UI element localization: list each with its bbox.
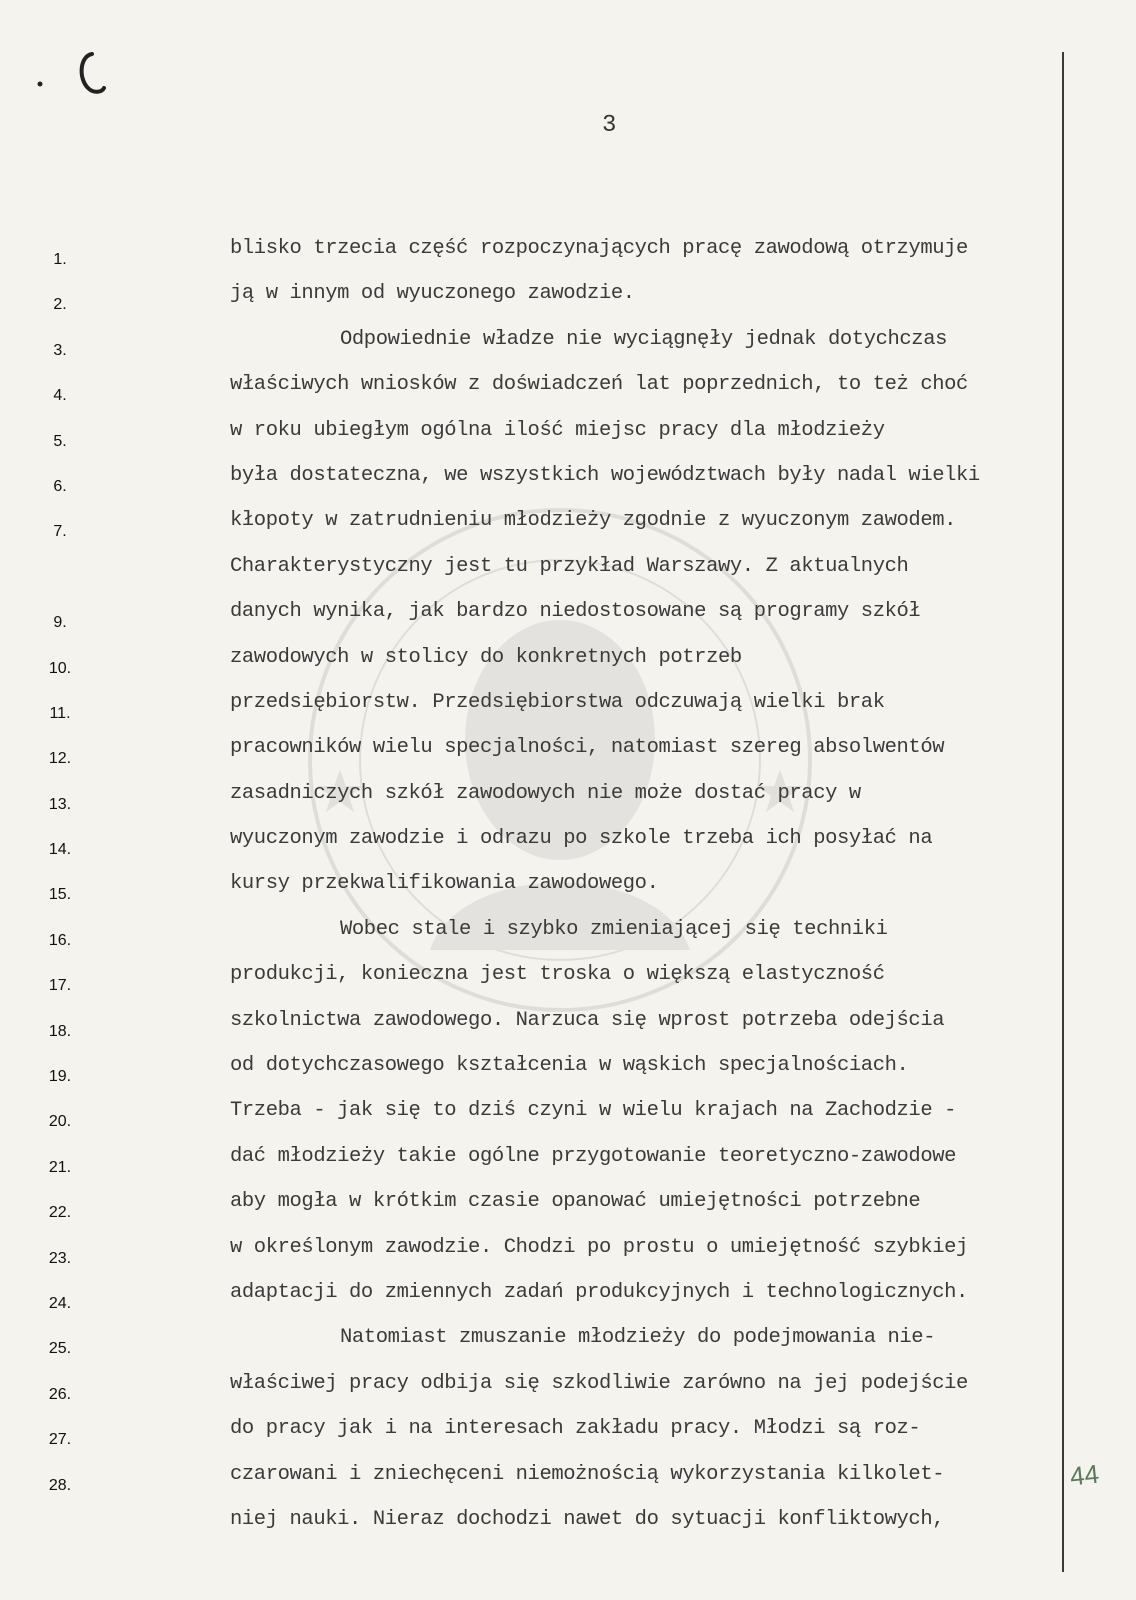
- text-line: aby mogła w krótkim czasie opanować umiejętności potrzebne: [230, 1190, 921, 1214]
- text-line: kłopoty w zatrudnieniu młodzieży zgodnie z wyuczonym zawodem.: [230, 509, 957, 533]
- text-line: adaptacji do zmiennych zadań produkcyjnych i technologicznych.: [230, 1280, 968, 1304]
- text-line: blisko trzecia część rozpoczynających pracę zawodową otrzymuje: [230, 237, 968, 260]
- line-number: 23.: [48, 1249, 72, 1267]
- line-number: 3.: [53, 341, 67, 359]
- text-line: ją w innym od wyuczonego zawodzie.: [230, 282, 635, 306]
- text-line: Wobec stale i szybko zmieniającej się techniki: [340, 917, 888, 941]
- line-number-column: [40, 248, 80, 1519]
- text-line: danych wynika, jak bardzo niedostosowane są programy szkół: [230, 600, 921, 624]
- line-number: 28.: [48, 1476, 72, 1494]
- text-line: dać młodzieży takie ogólne przygotowanie teoretyczno-zawodowe: [230, 1144, 957, 1168]
- line-number: 15.: [48, 886, 72, 904]
- line-number: 10.: [48, 659, 72, 677]
- text-line: była dostateczna, we wszystkich województwach były nadal wielki: [230, 463, 980, 487]
- line-number: 6.: [53, 477, 67, 495]
- text-line: Natomiast zmuszanie młodzieży do podejmowania nie-: [340, 1326, 936, 1350]
- text-line: Odpowiednie władze nie wyciągnęły jednak dotychczas: [340, 327, 948, 351]
- line-number: 4.: [53, 387, 67, 405]
- archive-code: 44: [1068, 1458, 1101, 1492]
- line-number: 2.: [53, 296, 67, 314]
- text-line: w roku ubiegłym ogólna ilość miejsc pracy dla młodzieży: [230, 418, 885, 442]
- line-number: 26.: [48, 1385, 72, 1403]
- line-number: 19.: [48, 1068, 72, 1086]
- page-number: 3: [602, 112, 617, 139]
- line-number: 21.: [48, 1158, 72, 1176]
- text-line: przedsiębiorstw. Przedsiębiorstwa odczuwają wielki brak: [230, 690, 885, 714]
- line-number: 24.: [48, 1294, 72, 1312]
- line-number: 27.: [48, 1431, 72, 1449]
- line-number: 18.: [48, 1022, 72, 1040]
- line-number: 7.: [53, 523, 67, 541]
- text-line: czarowani i zniechęceni niemożnością wykorzystania kilkolet-: [230, 1462, 945, 1486]
- text-line: Charakterystyczny jest tu przykład Warszawy. Z aktualnych: [230, 554, 909, 578]
- line-number: 13.: [48, 795, 72, 813]
- text-line: pracowników wielu specjalności, natomiast szereg absolwentów: [230, 736, 945, 760]
- text-line: szkolnictwa zawodowego. Narzuca się wprost potrzeba odejścia: [230, 1008, 945, 1032]
- text-line: zasadniczych szkół zawodowych nie może dostać pracy w: [230, 781, 861, 805]
- line-number: 12.: [48, 750, 72, 768]
- text-line: kursy przekwalifikowania zawodowego.: [230, 872, 659, 896]
- line-number: 22.: [48, 1204, 72, 1222]
- line-number: 14.: [48, 841, 72, 859]
- text-line: zawodowych w stolicy do konkretnych potrzeb: [230, 645, 742, 669]
- text-line: do pracy jak i na interesach zakładu pracy. Młodzi są roz-: [230, 1417, 921, 1441]
- typewritten-text: [230, 226, 1090, 1542]
- line-number: [40, 566, 80, 611]
- line-number: 20.: [48, 1113, 72, 1131]
- text-line: od dotychczasowego kształcenia w wąskich specjalnościach.: [230, 1054, 909, 1078]
- text-line: w określonym zawodzie. Chodzi po prostu o umiejętność szybkiej: [230, 1235, 968, 1259]
- text-line: właściwych wniosków z doświadczeń lat poprzednich, to też choć: [230, 373, 968, 397]
- text-line: niej nauki. Nieraz dochodzi nawet do sytuacji konfliktowych,: [230, 1507, 945, 1531]
- line-number: 9.: [53, 614, 67, 632]
- line-number: 16.: [48, 931, 72, 949]
- line-number: 11.: [49, 704, 71, 722]
- line-number: 5.: [53, 432, 67, 450]
- line-number: 25.: [48, 1340, 72, 1358]
- text-line: właściwej pracy odbija się szkodliwie zarówno na jej podejście: [230, 1371, 968, 1395]
- line-number: 1.: [53, 251, 67, 268]
- line-number: 17.: [48, 977, 72, 995]
- text-line: Trzeba - jak się to dziś czyni w wielu krajach na Zachodzie -: [230, 1099, 957, 1123]
- text-line: produkcji, konieczna jest troska o większą elastyczność: [230, 963, 885, 987]
- corner-mark-icon: [30, 48, 110, 108]
- text-line: wyuczonym zawodzie i odrazu po szkole trzeba ich posyłać na: [230, 827, 933, 851]
